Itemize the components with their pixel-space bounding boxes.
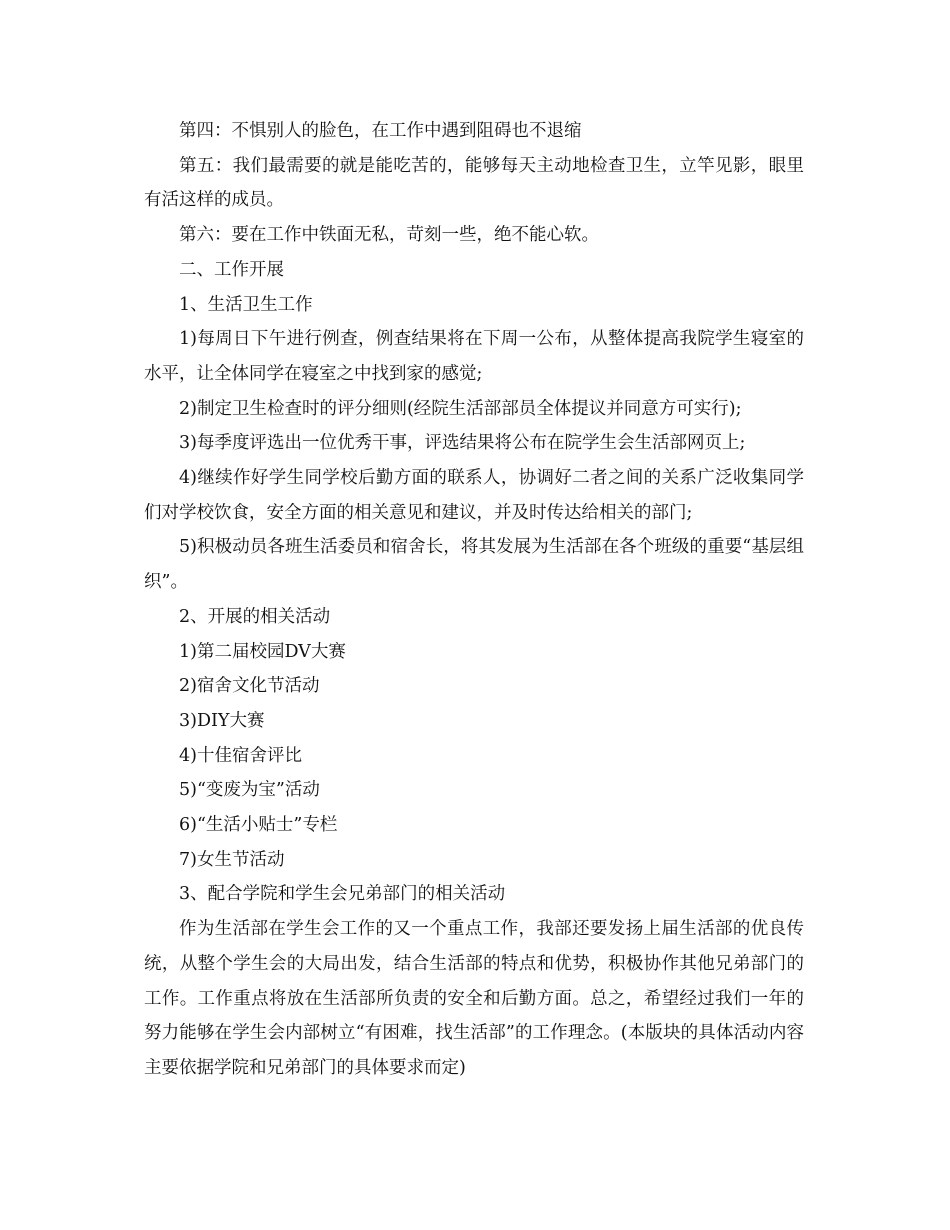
list-item: 2)制定卫生检查时的评分细则(经院生活部部员全体提议并同意方可实行);: [179, 398, 742, 419]
paragraph-sixth: 第六：要在工作中铁面无私，苛刻一些，绝不能心软。: [179, 225, 599, 246]
list-item: 1)每周日下午进行例查，例查结果将在下周一公布，从整体提高我院学生寝室的水平，让全体同学在寝室之中找到家的感觉;: [144, 329, 804, 384]
list-item: 3)每季度评选出一位优秀干事，评选结果将公布在院学生会生活部网页上;: [179, 433, 746, 454]
list-item: 6)“生活小贴士”专栏: [179, 815, 338, 836]
list-item: 4)十佳宿舍评比: [179, 745, 302, 766]
subheading-cooperation: 3、配合学院和学生会兄弟部门的相关活动: [179, 884, 506, 905]
list-item: 4)继续作好学生同学校后勤方面的联系人，协调好二者之间的关系广泛收集同学们对学校饮食，安全方面的相关意见和建议，并及时传达给相关的部门;: [144, 468, 804, 523]
list-item: 3)DIY大赛: [179, 710, 265, 731]
paragraph-conclusion: 作为生活部在学生会工作的又一个重点工作，我部还要发扬上届生活部的优良传统，从整个学生会的大局出发，结合生活部的特点和优势，积极协作其他兄弟部门的工作。工作重点将放在生活部所负责的安全和后勤方面。总之，希望经过我们一年的努力能够在学生会内部树立“有困难，找生活部”的工作理念。(本版块的具体活动内容主要依据学院和兄弟部门的具体要求而定): [144, 919, 804, 1078]
list-item: 5)积极动员各班生活委员和宿舍长，将其发展为生活部在各个班级的重要“基层组织”。: [144, 537, 804, 593]
list-item: 1)第二届校园DV大赛: [179, 641, 346, 662]
list-item: 7)女生节活动: [179, 849, 285, 870]
section-heading-work: 二、工作开展: [179, 259, 284, 280]
list-item: 2)宿舍文化节活动: [179, 676, 320, 697]
paragraph-fifth: 第五：我们最需要的就是能吃苦的，能够每天主动地检查卫生，立竿见影，眼里有活这样的成员。: [144, 155, 804, 211]
list-item: 5)“变废为宝”活动: [179, 780, 320, 801]
subheading-hygiene: 1、生活卫生工作: [179, 294, 313, 315]
paragraph-fourth: 第四：不惧别人的脸色，在工作中遇到阻碍也不退缩: [179, 121, 582, 141]
document-body: [144, 114, 804, 1086]
subheading-activities: 2、开展的相关活动: [179, 606, 331, 627]
